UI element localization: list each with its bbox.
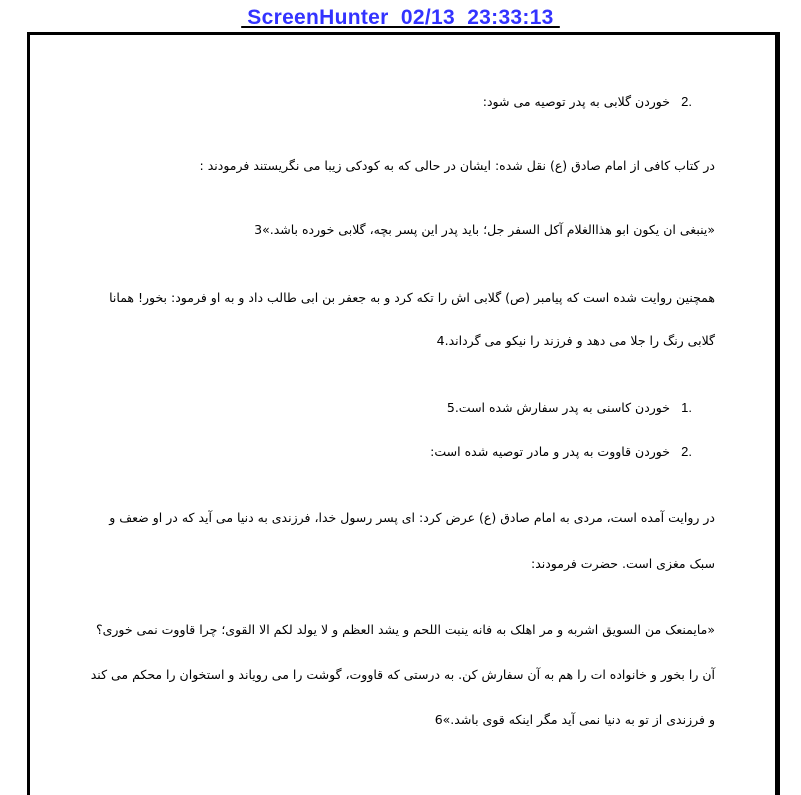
paragraph-imam-sadiq-line-2: سبک مغزی است. حضرت فرمودند: bbox=[530, 556, 715, 571]
list-item-pear-father: خوردن گلابی به پدر توصیه می شود: bbox=[482, 94, 670, 109]
screenhunter-watermark: ScreenHunter 02/13 23:33:13 bbox=[241, 6, 560, 29]
list-number: 2. bbox=[681, 444, 692, 459]
paragraph-prophet-pear-line-2: گلابی رنگ را جلا می دهد و فرزند را نیکو می گرداند.4 bbox=[436, 333, 715, 348]
list-number: 2. bbox=[681, 94, 692, 109]
paragraph-sawiq-hadith-line-1: «مایمنعک من السویق اشربه و مر اهلک به فانه ینبت اللحم و یشد العظم و لا یولد لکم الا القوی؛ چرا قاووت نمی خوری؟ bbox=[95, 622, 715, 637]
paragraph-imam-sadiq-line-1: در روایت آمده است، مردی به امام صادق (ع) عرض کرد: ای پسر رسول خدا، فرزندی به دنیا می آید که در او ضعف و bbox=[109, 510, 715, 525]
paragraph-sawiq-hadith-line-2: آن را بخور و خانواده ات را هم به آن سفارش کن. به درستی که قاووت، گوشت را می رویاند و استخوان را محکم می کند bbox=[90, 667, 715, 682]
list-number: 1. bbox=[681, 400, 692, 415]
paragraph-hadith-pear: «ینبغی ان یکون ابو هذاالغلام آکل السفر جل؛ باید پدر این پسر بچه، گلابی خورده باشد.»3 bbox=[254, 222, 715, 237]
paragraph-kafi-quote-intro: در کتاب کافی از امام صادق (ع) نقل شده: ایشان در حالی که به کودکی زیبا می نگریستند فرمودند : bbox=[199, 158, 715, 173]
paragraph-sawiq-hadith-line-3: و فرزندی از تو به دنیا نمی آید مگر اینکه قوی باشد.»6 bbox=[434, 712, 715, 727]
paragraph-prophet-pear-line-1: همچنین روایت شده است که پیامبر (ص) گلابی اش را تکه کرد و به جعفر بن ابی طالب داد و به او فرمود: بخور! همانا bbox=[109, 290, 715, 305]
list-item-qavut: خوردن قاووت به پدر و مادر توصیه شده است: bbox=[430, 444, 670, 459]
list-item-chicory: خوردن کاسنی به پدر سفارش شده است.5 bbox=[446, 400, 670, 415]
